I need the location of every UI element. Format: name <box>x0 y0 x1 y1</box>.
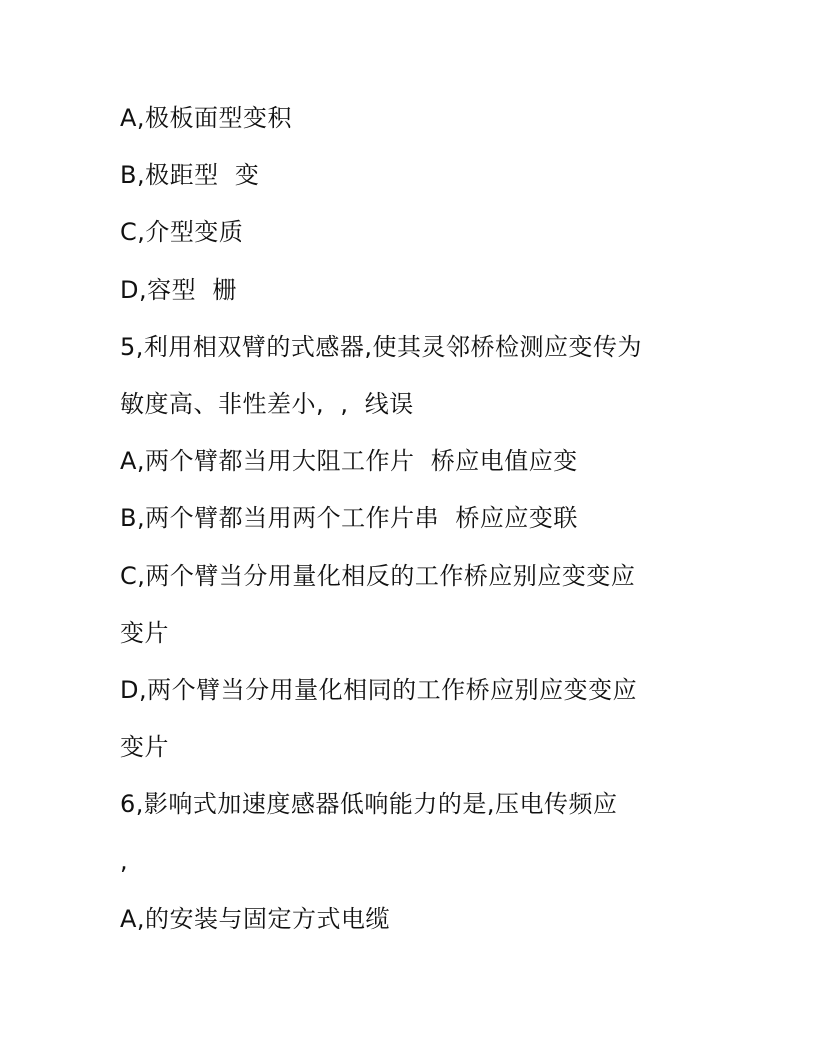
question-6-continuation: , <box>120 847 129 876</box>
option-b-line: B,极距型 变 <box>120 161 260 190</box>
q6-option-a-line: A,的安装与固定方式电缆 <box>120 904 391 933</box>
q5-option-c-line: C,两个臂当分用量化相反的工作桥应别应变变应 <box>120 561 636 590</box>
q5-option-a-line: A,两个臂都当用大阻工作片 桥应电值应变 <box>120 447 578 476</box>
q5-option-c-continuation: 变片 <box>120 618 169 647</box>
q5-option-d-continuation: 变片 <box>120 733 169 762</box>
question-5-continuation: 敏度高、非性差小, , 线误 <box>120 389 414 418</box>
question-5-line: 5,利用相双臂的式感器,使其灵邻桥检测应变传为 <box>120 332 643 361</box>
document-body <box>120 100 760 958</box>
option-a-line: A,极板面型变积 <box>120 104 293 132</box>
q5-option-d-line: D,两个臂当分用量化相同的工作桥应别应变变应 <box>120 675 638 704</box>
question-6-line: 6,影响式加速度感器低响能力的是,压电传频应 <box>120 790 618 819</box>
option-c-line: C,介型变质 <box>120 218 244 247</box>
q5-option-b-line: B,两个臂都当用两个工作片串 桥应应变联 <box>120 504 578 533</box>
option-d-line: D,容型 栅 <box>120 275 237 304</box>
